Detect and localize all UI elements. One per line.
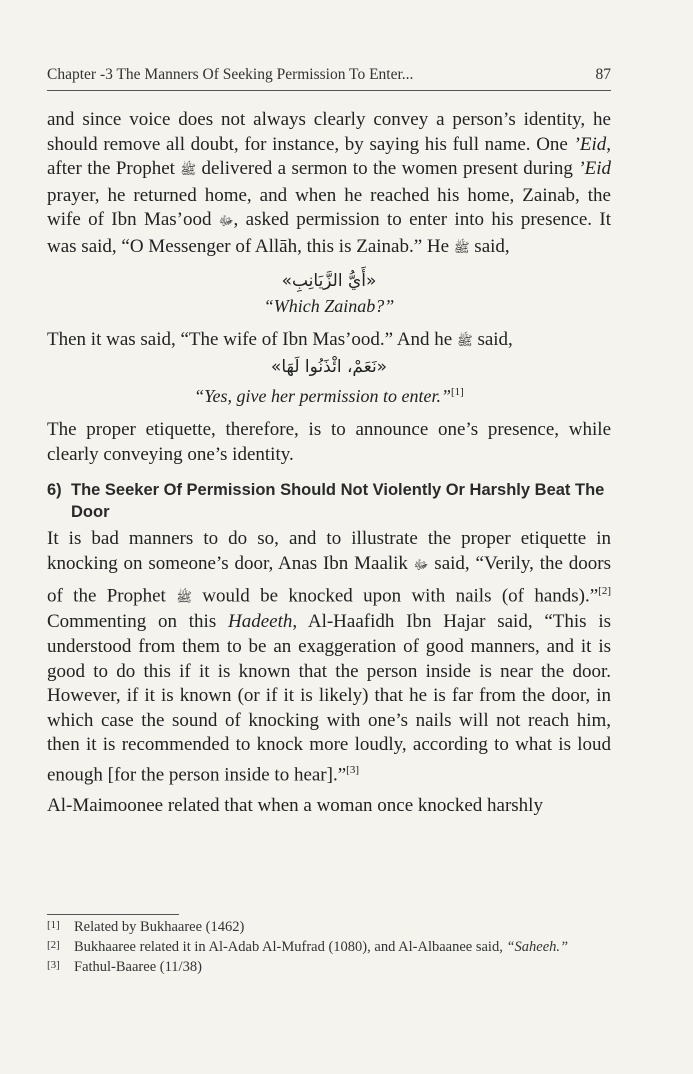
paragraph-5: Al-Maimoonee related that when a woman once knocked harshly [47,794,543,816]
paragraph-2 [47,328,611,355]
p4-text-c: would be knocked upon with nails (of hands).” [191,584,599,606]
p1-text-c: , after the Prophet [47,133,611,180]
footnote-2-text: Bukhaaree related it in Al-Adab Al-Mufrad (1080), and Al-Albaanee said, [74,939,507,955]
section-heading [47,479,611,523]
section-number: 6) [47,481,62,500]
salutation-glyph: ﷺ [456,333,473,349]
page-number: 87 [595,66,611,83]
header-divider [47,90,611,91]
translation-2 [47,380,611,408]
section-title: The Seeker Of Permission Should Not Violently Or Harshly Beat The Door [71,481,605,522]
paragraph-3: The proper etiquette, therefore, is to announce one’s presence, while clearly conveying one’s identity. [47,419,611,465]
arabic-quote-2: «نَعَمْ، ائْذَنُوا لَهَا» [270,357,388,378]
footnote-2 [47,937,613,957]
footnote-marker: [2] [47,939,60,951]
footnote-2-italic: “Saheeh.” [506,939,569,955]
p1-text-f: prayer, he returned home, and when he reached his home, Zainab, the wife of Ibn Mas’ood [47,184,611,231]
translation-2-text: “Yes, give her permission to enter.” [194,386,451,407]
eid-term-2: ’Eid [578,158,611,180]
p4-text-f: , Al-Haafidh Ibn Hajar said, “This is understood from them to be an exaggeration of good manners, and it is good to do this if it is known that the person inside is near the door. However, if it is known (or if it is likely) that he is far from the door, in which case the sound of knocking with one’s nails will not reach him, then it is recommended to knock more loudly, according to what is loud enough [for the person inside to hear].” [47,611,611,786]
paragraph-1 [47,108,611,262]
salutation-glyph: ﷺ [176,589,192,605]
p1-text-d: delivered a sermon to the women present during [196,158,579,180]
salutation-glyph: ﷺ [180,163,197,179]
footnote-divider [47,914,179,915]
footnote-3 [47,957,613,977]
p4-text-b: said, “Verily, the doors of the Prophet [47,552,612,606]
translation-1: “Which Zainab?” [263,295,395,316]
running-header [47,60,611,84]
companion-glyph: ﷻ [218,214,234,230]
companion-glyph: ﷻ [413,557,429,573]
p4-text-d: Commenting on this [47,611,228,633]
p1-text-a: and since voice does not always clearly convey a person’s identity, he should remove all doubt, for instance, by saying his full name. One [47,109,611,155]
footnote-text: Related by Bukhaaree (1462) [74,919,245,935]
eid-term-1: ’Eid [573,133,607,155]
p2-text-b: said, [472,328,513,350]
footnote-marker: [1] [47,919,60,931]
arabic-quote-1: «أَيُّ الزَّيَانِبِ» [281,270,377,291]
footnote-marker: [3] [47,959,60,971]
body-text [47,108,611,819]
footnote-text: Fathul-Baaree (11/38) [74,959,202,975]
footnote-text [74,937,613,957]
footnotes [47,917,613,977]
paragraph-4 [47,527,611,788]
hadeeth-term: Hadeeth [228,611,293,633]
footnote-ref-2[interactable]: [2] [598,584,611,597]
chapter-title: Chapter -3 The Manners Of Seeking Permission To Enter... [47,66,414,83]
footnote-ref-3[interactable]: [3] [346,764,359,777]
p2-text-a: Then it was said, “The wife of Ibn Mas’ood.” And he [47,328,457,350]
footnote-1 [47,917,613,937]
p4-text-a: It is bad manners to do so, and to illustrate the proper etiquette in knocking on someone’s door, Anas Ibn Maalik [47,528,611,574]
salutation-glyph: ﷺ [453,240,470,256]
p1-text-h: said, [469,235,510,257]
footnote-ref-1[interactable]: [1] [451,386,464,399]
p1-text-g: , asked permission to enter into his presence. It was said, “O Messenger of Allāh, this is Zainab.” He [47,209,612,257]
